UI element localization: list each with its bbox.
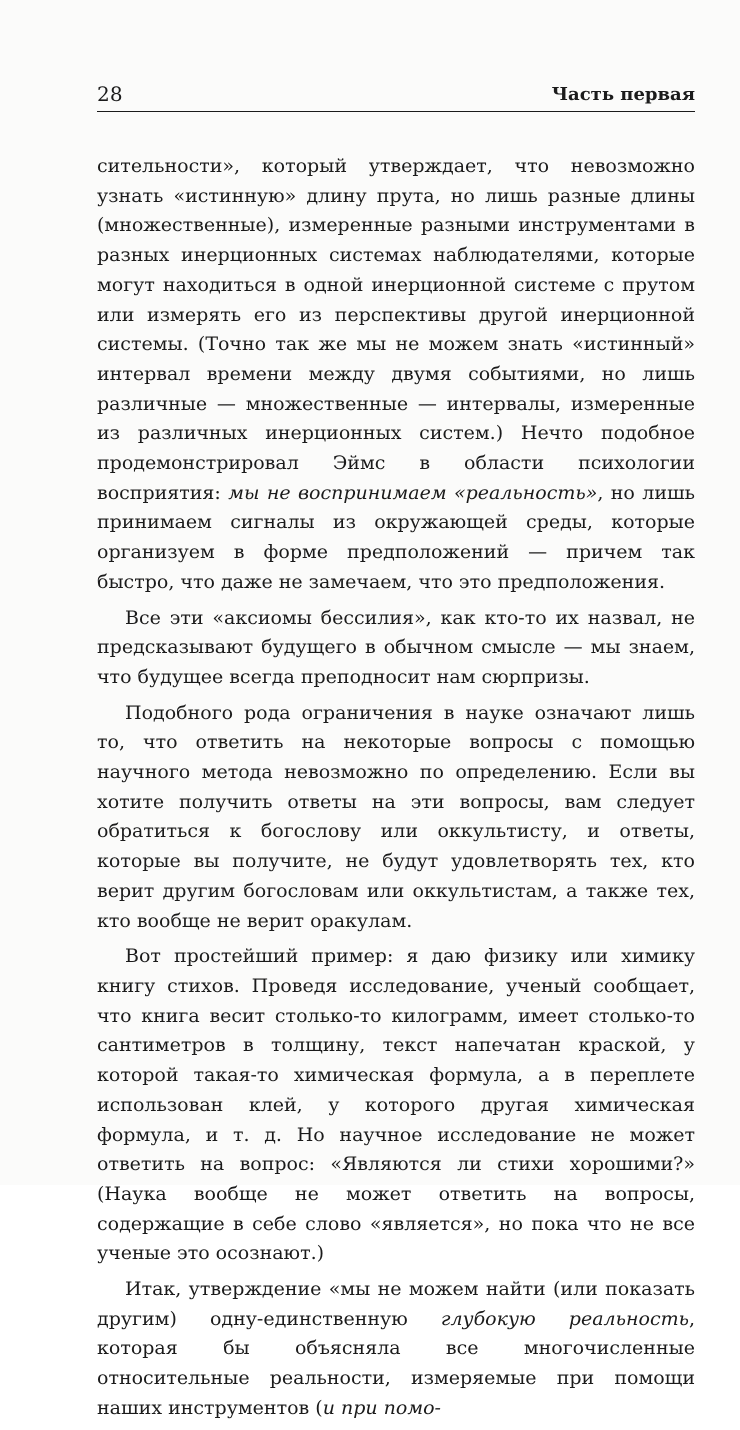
text-run: Подобного рода ограничения в науке означают лишь то, что ответить на некоторые вопросы с помощью научного метода невозможно по определению. Если вы хотите получить ответы на эти вопросы, вам следует обратиться к богослову или оккультисту, и ответы, которые вы получите, не будут удовлетворять тех, кто верит другим богословам или оккультистам, а также тех, кто вообще не верит оракулам. xyxy=(97,701,695,932)
paragraph xyxy=(97,152,695,598)
paragraph xyxy=(97,942,695,1269)
paragraph xyxy=(97,604,695,693)
italic-text-run: глубокую реальность xyxy=(440,1307,689,1330)
running-head: Часть первая xyxy=(551,84,695,105)
body-text xyxy=(97,152,695,1430)
text-run: сительности», который утверждает, что невозможно узнать «истинную» длину прута, но лишь разные длины (множественные), измеренные разными инструментами в разных инерционных системах наблюдателями, которые могут находиться в одной инерционной системе с прутом или измерять его из перспективы другой инерционной системы. (Точно так же мы не можем знать «истинный» интервал времени между двумя событиями, но лишь различные — множественные — интервалы, измеренные из различных инерционных систем.) Нечто подобное продемонстрировал Эймс в области психологии восприятия: xyxy=(97,155,695,504)
text-run: , но лишь принимаем сигналы из окружающей среды, которые организуем в форме предположений — причем так быстро, что даже не замечаем, что это предположения. xyxy=(97,481,695,593)
text-run: Итак, утверждение «мы не можем найти (или показать другим) одну-единственную xyxy=(97,1278,695,1330)
italic-text-run: мы не воспринимаем «реальность» xyxy=(228,481,598,504)
page-header xyxy=(97,82,695,112)
paragraph xyxy=(97,1275,695,1424)
text-run: Все эти «аксиомы бессилия», как кто-то их назвал, не предсказывают будущего в обычном смысле — мы знаем, что будущее всегда преподносит нам сюрпризы. xyxy=(97,606,695,688)
text-run: Вот простейший пример: я даю физику или химику книгу стихов. Проведя исследование, ученый сообщает, что книга весит столько-то килограмм, имеет столько-то сантиметров в толщину, текст напечатан краской, у которой такая-то химическая формула, а в переплете использован клей, у которого другая химическая формула, и т. д. Но научное исследование не может ответить на вопрос: «Являются ли стихи хорошими?» (Наука вообще не может ответить на вопросы, содержащие в себе слово «является», но пока что не все ученые это осознают.) xyxy=(97,945,695,1265)
header-rule xyxy=(97,111,695,112)
paragraph xyxy=(97,699,695,937)
text-run: , которая бы объясняла все многочисленные относительные реальности, измеряемые при помощи наших инструментов ( xyxy=(97,1307,695,1419)
page-number: 28 xyxy=(97,82,123,106)
italic-text-run: и при помо- xyxy=(322,1396,441,1419)
